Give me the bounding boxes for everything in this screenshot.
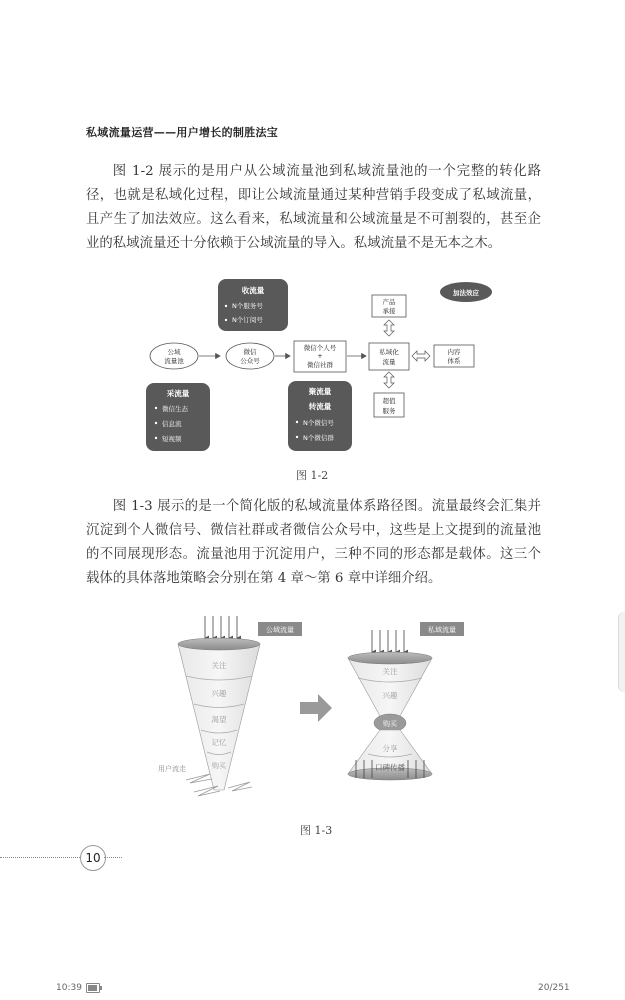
figure-1-3-caption: 图 1-3 <box>300 824 333 837</box>
public-pool-label-1: 公域 <box>167 348 181 356</box>
collect-item-2: N个订阅号 <box>232 316 263 324</box>
aggregate-item-2: N个微信群 <box>303 434 334 442</box>
hourglass-layer-1: 关注 <box>382 667 398 676</box>
bonus-effect-label: 加法效应 <box>453 289 479 297</box>
status-time: 10:39 <box>56 983 82 993</box>
private-label-2: 流量 <box>382 358 396 366</box>
hourglass-layer-4: 口碑传播 <box>375 763 405 772</box>
product-label-2: 承接 <box>382 307 396 315</box>
funnel-layer-3: 渴望 <box>211 715 227 724</box>
public-pool-label-2: 流量池 <box>164 357 184 365</box>
public-traffic-label: 公域流量 <box>266 626 294 634</box>
battery-icon <box>86 983 100 993</box>
figure-1-2-diagram <box>140 275 500 460</box>
page-number-badge <box>0 843 130 873</box>
community-label: 微信社群 <box>307 361 333 369</box>
collect-item-1: N个服务号 <box>232 302 263 310</box>
private-label-1: 私域化 <box>379 348 399 356</box>
funnel-layer-4: 记忆 <box>211 738 227 747</box>
hourglass-layer-3: 分享 <box>382 744 398 753</box>
wechat-oa-node <box>226 343 274 369</box>
personal-label: 微信个人号 <box>303 344 337 352</box>
aggregate-item-1: N个微信号 <box>303 419 334 427</box>
aggregate-traffic-title: 聚流量 <box>308 387 332 396</box>
plus-label: + <box>317 352 323 360</box>
page-number: 10 <box>80 845 106 871</box>
collect-traffic-title: 收流量 <box>241 286 265 295</box>
transition-arrow-icon <box>300 694 332 722</box>
wechat-oa-label-1: 微信 <box>243 348 257 356</box>
user-loss-label: 用户流走 <box>158 765 186 773</box>
wechat-oa-label-2: 公众号 <box>240 357 260 365</box>
funnel-layer-2: 兴趣 <box>211 689 227 698</box>
product-label-1: 产品 <box>382 298 396 306</box>
hourglass-purchase-label: 购买 <box>383 720 397 728</box>
page-header-title: 私域流量运营——用户增长的制胜法宝 <box>86 126 279 139</box>
content-label-1: 内容 <box>447 348 461 356</box>
super-label-2: 服务 <box>382 407 396 415</box>
hourglass-layer-2: 兴趣 <box>382 691 398 700</box>
funnel-layer-5: 购买 <box>212 762 226 770</box>
paragraph-2: 图 1-3 展示的是一个简化版的私域流量体系路径图。流量最终会汇集并沉淀到个人微信号、微信社群或者微信公众号中，这些是上文提到的流量池的不同展现形态。流量池用于沉淀用户，三种不同的形态都是载体。这三个载体的具体落地策略会分别在第 4 章～第 6 章中详细介绍。 <box>86 499 541 586</box>
funnel-layer-1: 关注 <box>211 661 227 670</box>
gather-item-1: 微信生态 <box>162 405 188 413</box>
gather-item-2: 信息流 <box>162 420 182 428</box>
figure-1-3-diagram <box>150 612 480 810</box>
paragraph-1: 图 1-2 展示的是用户从公域流量池到私域流量池的一个完整的转化路径，也就是私域化过程，即让公域流量通过某种营销手段变成了私域流量，且产生了加法效应。这么看来，私域流量和公域流量是不可割裂的，甚至企业的私域流量还十分依赖于公域流量的导入。私域流量不是无本之木。 <box>86 164 541 251</box>
figure-1-2-caption: 图 1-2 <box>296 469 329 482</box>
side-tab-handle[interactable] <box>618 612 625 692</box>
convert-traffic-title: 转流量 <box>308 402 332 411</box>
page-counter: 20/251 <box>538 983 570 993</box>
content-label-2: 体系 <box>447 357 461 365</box>
private-traffic-label: 私域流量 <box>428 626 456 634</box>
gather-traffic-title: 采流量 <box>166 389 190 398</box>
super-label-1: 超值 <box>382 397 396 405</box>
public-pool-node <box>150 343 198 369</box>
gather-item-3: 短视频 <box>162 435 182 443</box>
